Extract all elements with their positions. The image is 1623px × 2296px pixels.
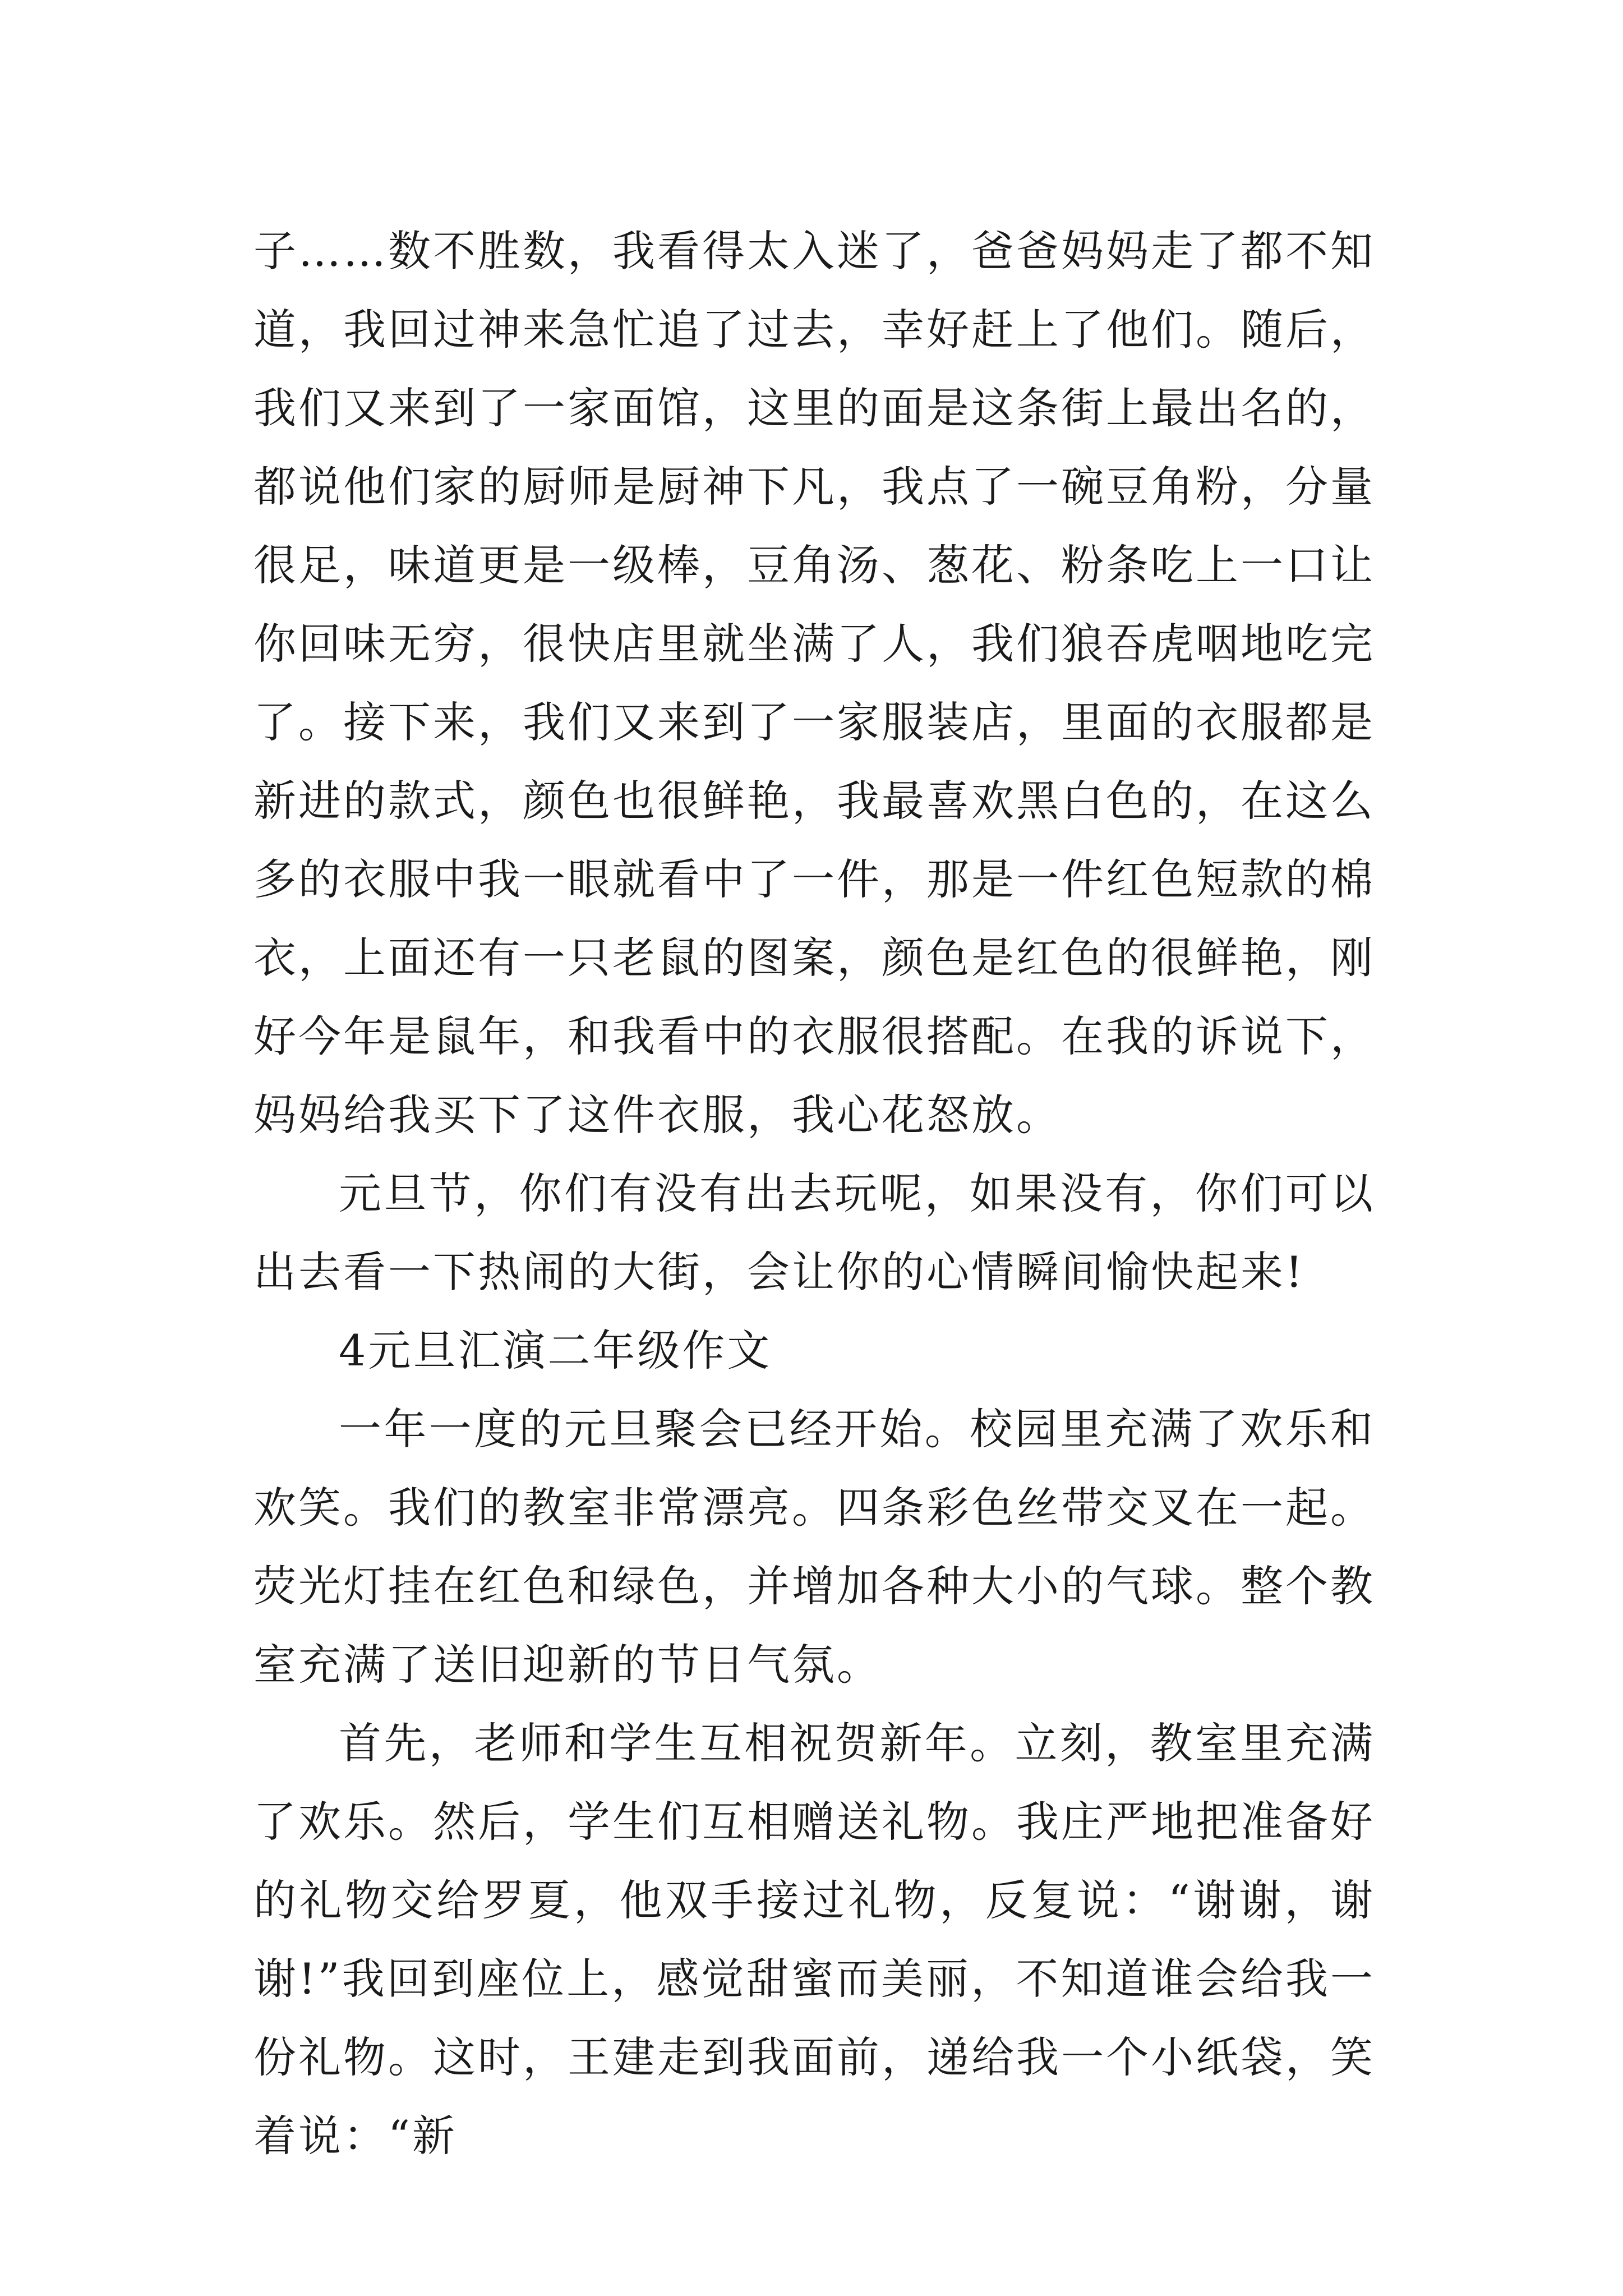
paragraph-2: 元旦节，你们有没有出去玩呢，如果没有，你们可以出去看一下热闹的大街，会让你的心情瞬间愉快起来! [253, 1168, 1375, 1297]
document-body [253, 212, 1375, 2175]
paragraph-3: 一年一度的元旦聚会已经开始。校园里充满了欢乐和欢笑。我们的教室非常漂亮。四条彩色丝带交叉在一起。荧光灯挂在红色和绿色，并增加各种大小的气球。整个教室充满了送旧迎新的节日气氛。 [253, 1404, 1375, 1690]
paragraph-1: 子……数不胜数，我看得太入迷了，爸爸妈妈走了都不知道，我回过神来急忙追了过去，幸好赶上了他们。随后，我们又来到了一家面馆，这里的面是这条街上最出名的，都说他们家的厨师是厨神下凡，我点了一碗豆角粉，分量很足，味道更是一级棒，豆角汤、葱花、粉条吃上一口让你回味无穷，很快店里就坐满了人，我们狼吞虎咽地吃完了。接下来，我们又来到了一家服装店，里面的衣服都是新进的款式，颜色也很鲜艳，我最喜欢黑白色的，在这么多的衣服中我一眼就看中了一件，那是一件红色短款的棉衣，上面还有一只老鼠的图案，颜色是红色的很鲜艳，刚好今年是鼠年，和我看中的衣服很搭配。在我的诉说下，妈妈给我买下了这件衣服，我心花怒放。 [253, 226, 1375, 1140]
section-heading: 4元旦汇演二年级作文 [339, 1326, 772, 1375]
paragraph-4: 首先，老师和学生互相祝贺新年。立刻，教室里充满了欢乐。然后，学生们互相赠送礼物。我庄严地把准备好的礼物交给罗夏，他双手接过礼物，反复说：“谢谢，谢谢!”我回到座位上，感觉甜蜜而美丽，不知道谁会给我一份礼物。这时，王建走到我面前，递给我一个小纸袋，笑着说：“新 [253, 1718, 1375, 2161]
